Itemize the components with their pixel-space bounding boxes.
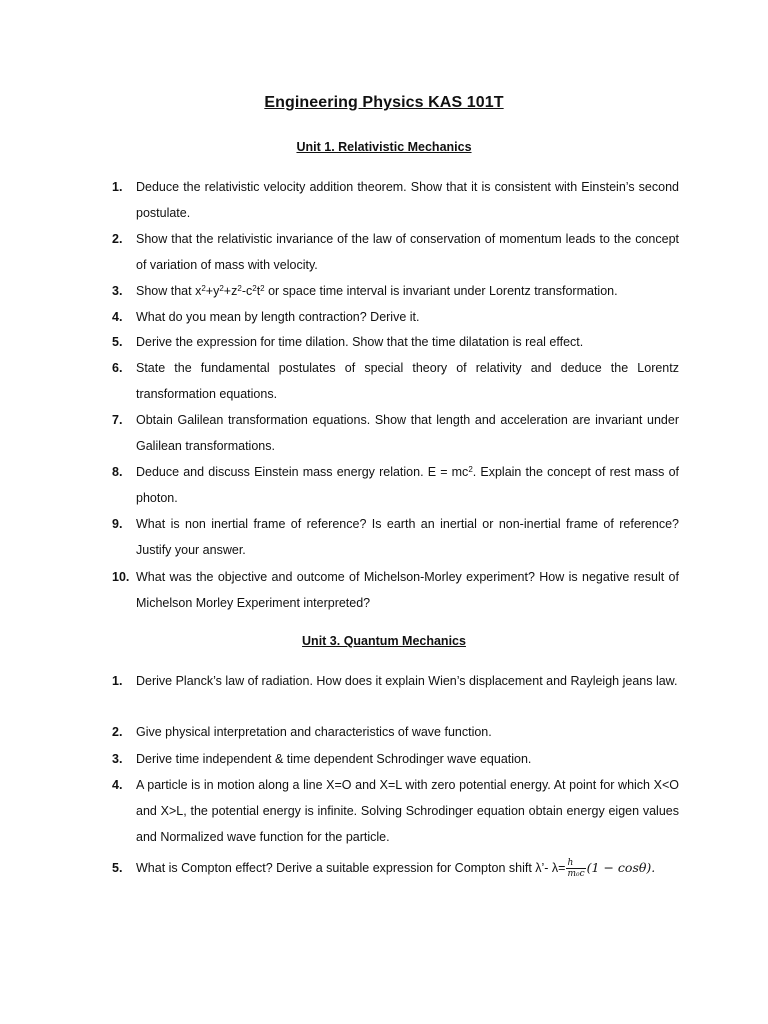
list-item xyxy=(112,278,679,304)
question-number: 1. xyxy=(112,180,123,194)
question-number: 10. xyxy=(112,570,130,584)
question-number: 5. xyxy=(112,335,123,349)
question-number: 3. xyxy=(112,752,123,766)
question-text-start: Show that x xyxy=(136,284,202,298)
list-item xyxy=(112,772,679,850)
list-item xyxy=(112,174,679,226)
question-text: What was the objective and outcome of Michelson-Morley experiment? How is negative result of Michelson Morley Experiment interpreted? xyxy=(136,570,679,610)
question-text: A particle is in motion along a line X=O and X=L with zero potential energy. At point for which X<O and X>L, the potential energy is infinite. Solving Schrodinger equation obtain energy eigen values and Normalized wave function for the particle. xyxy=(136,778,679,844)
list-item xyxy=(112,329,679,355)
question-text: Deduce the relativistic velocity addition theorem. Show that it is consistent with Einstein’s second postulate. xyxy=(136,180,679,220)
question-number: 8. xyxy=(112,465,123,479)
list-item xyxy=(112,407,679,459)
question-text: Derive time independent & time dependent Schrodinger wave equation. xyxy=(136,752,532,766)
question-text: What is non inertial frame of reference? Is earth an inertial or non-inertial frame of reference? Justify your answer. xyxy=(136,517,679,557)
list-item xyxy=(112,855,679,881)
question-number: 6. xyxy=(112,361,123,375)
question-number: 7. xyxy=(112,413,123,427)
question-text: Obtain Galilean transformation equations. Show that length and acceleration are invariant under Galilean transformations. xyxy=(136,413,679,453)
question-text-start: What is Compton effect? Derive a suitable expression for Compton shift λ’- λ= xyxy=(136,861,566,875)
question-text: Show that $x^2+y^2+z^2-c^2t^2$ or space time interval is invariant under Lorentz transformation. xyxy=(136,284,618,298)
question-number: 5. xyxy=(112,861,123,875)
list-item xyxy=(112,226,679,278)
question-text-end: . Explain the concept of rest mass of photon. xyxy=(136,465,679,505)
list-item xyxy=(112,304,679,330)
list-item xyxy=(112,668,679,694)
unit-3-heading: Unit 3. Quantum Mechanics xyxy=(302,634,466,648)
page-title: Engineering Physics KAS 101T xyxy=(264,94,504,111)
question-text: What do you mean by length contraction? Derive it. xyxy=(136,310,420,324)
question-text-start: Deduce and discuss Einstein mass energy relation. E = mc xyxy=(136,465,469,479)
question-number: 4. xyxy=(112,310,123,324)
list-item xyxy=(112,459,679,511)
question-text-end: (1 − cosθ). xyxy=(586,860,656,875)
question-text: Give physical interpretation and characteristics of wave function. xyxy=(136,725,492,739)
question-number: 3. xyxy=(112,284,123,298)
question-number: 4. xyxy=(112,778,123,792)
fraction xyxy=(566,858,585,879)
question-text xyxy=(136,459,679,511)
list-item xyxy=(112,746,679,772)
question-number: 9. xyxy=(112,517,123,531)
superscript: 2 xyxy=(468,465,473,474)
question-text xyxy=(136,855,679,881)
question-text-end: or space time interval is invariant under Lorentz transformation. xyxy=(264,284,618,298)
list-item xyxy=(112,511,679,563)
unit-1-heading: Unit 1. Relativistic Mechanics xyxy=(296,140,472,154)
list-item xyxy=(112,355,679,407)
question-text: Derive the expression for time dilation. Show that the time dilatation is real effect. xyxy=(136,335,584,349)
list-item xyxy=(112,719,679,745)
question-text: Derive Planck’s law of radiation. How does it explain Wien’s displacement and Rayleigh jeans law. xyxy=(136,674,678,688)
question-number: 1. xyxy=(112,674,123,688)
question-text: Show that the relativistic invariance of the law of conservation of momentum leads to the concept of variation of mass with velocity. xyxy=(136,232,679,272)
fraction-denominator: m₀c xyxy=(567,869,585,880)
question-text: State the fundamental postulates of special theory of relativity and deduce the Lorentz transformation equations. xyxy=(136,361,679,401)
list-item xyxy=(112,564,679,616)
question-number: 2. xyxy=(112,725,123,739)
question-number: 2. xyxy=(112,232,123,246)
fraction-numerator: h xyxy=(566,858,585,869)
